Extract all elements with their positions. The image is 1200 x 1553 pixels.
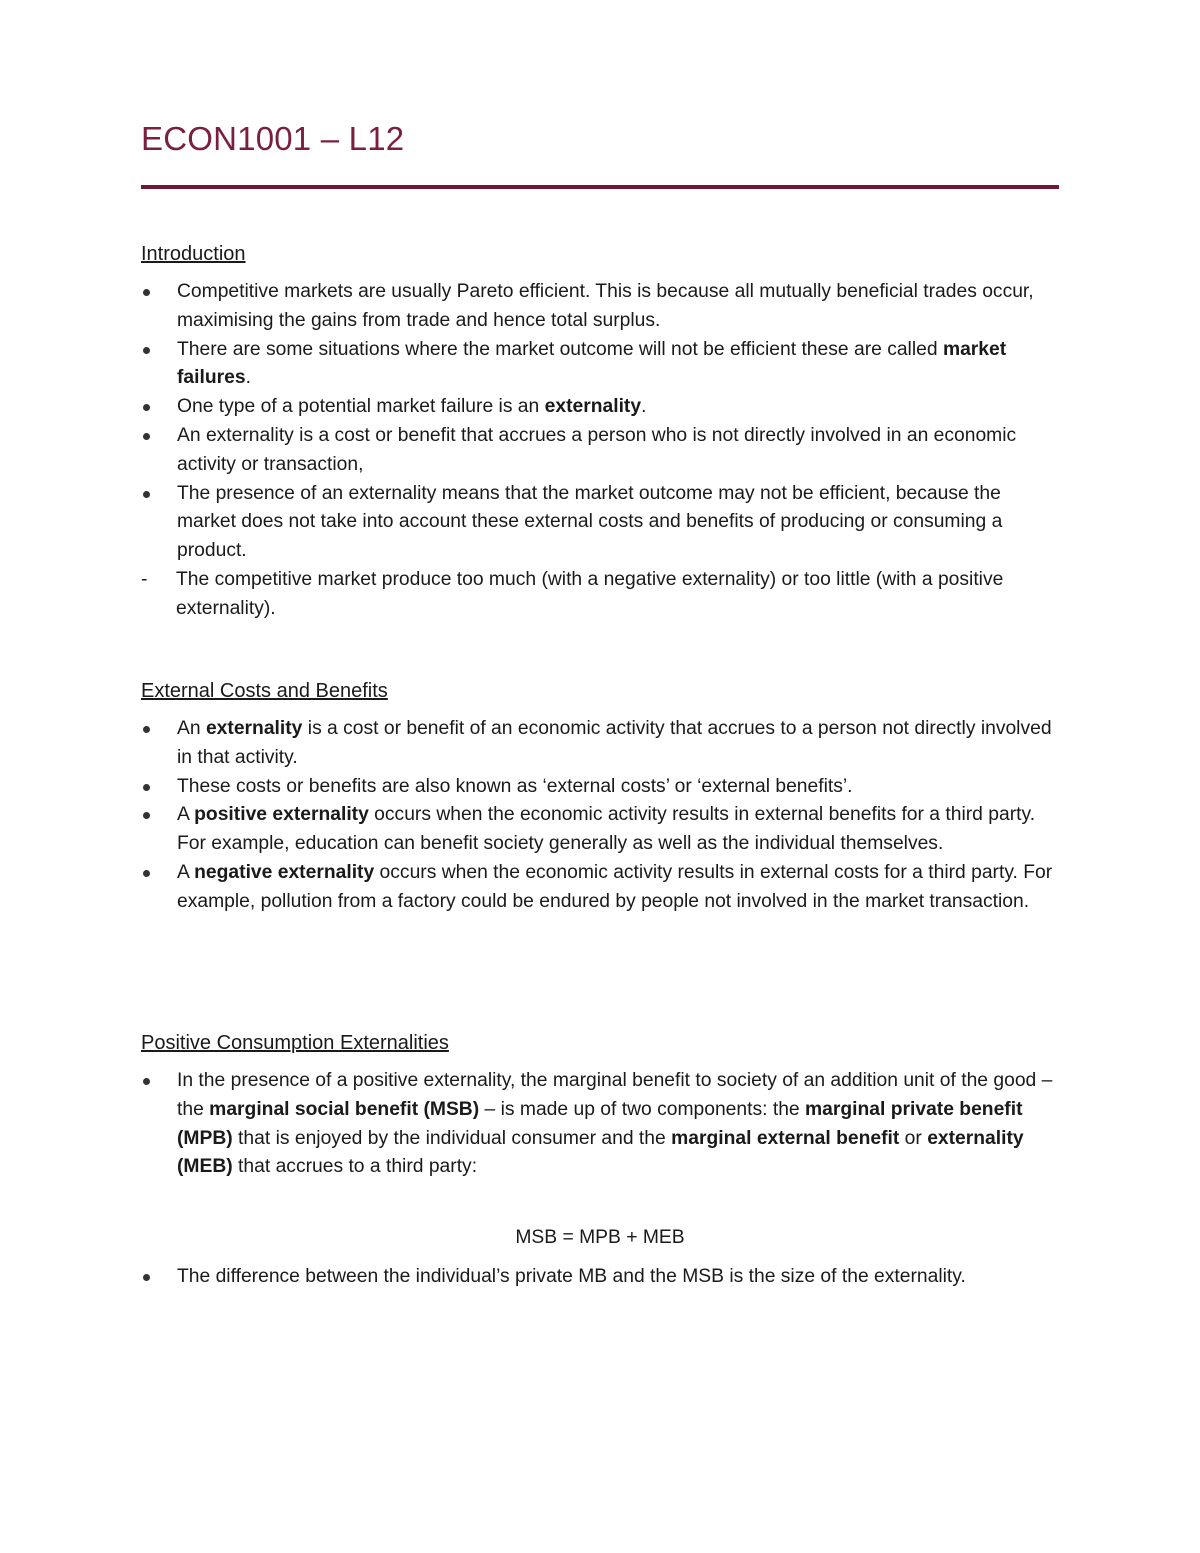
bullet-icon bbox=[143, 870, 150, 877]
list-item bbox=[141, 480, 1059, 566]
text-run: A bbox=[177, 804, 195, 826]
bullet-icon bbox=[143, 289, 150, 296]
text-run: that accrues to a third party: bbox=[232, 1156, 478, 1178]
bullet-icon bbox=[143, 347, 150, 354]
bullet-list-introduction bbox=[141, 278, 1059, 566]
section-introduction bbox=[141, 243, 1059, 624]
bullet-icon bbox=[143, 404, 150, 411]
bullet-icon bbox=[143, 812, 150, 819]
text-run: is a cost or benefit of an economic activity that accrues to a person not directly involved in that activity. bbox=[177, 718, 1052, 768]
sub-item-text: The competitive market produce too much (with a negative externality) or too little (with a positive externality). bbox=[176, 568, 1004, 619]
list-item bbox=[141, 393, 1059, 422]
text-run: . bbox=[641, 396, 647, 418]
bold-term: negative externality bbox=[194, 861, 375, 883]
text-run: There are some situations where the market outcome will not be efficient these are called bbox=[177, 338, 943, 360]
document-title: ECON1001 – L12 bbox=[141, 120, 405, 157]
bold-term: marginal external benefit bbox=[671, 1127, 900, 1149]
bullet-icon bbox=[143, 726, 150, 733]
section-positive-consumption bbox=[141, 1032, 1059, 1292]
list-item bbox=[141, 278, 1059, 336]
bullet-list-external-costs bbox=[141, 715, 1059, 917]
list-item bbox=[141, 1067, 1059, 1182]
text-run: Competitive markets are usually Pareto efficient. This is because all mutually beneficial trades occur, maximising the gains from trade and hence total surplus. bbox=[177, 281, 1034, 331]
text-run: . bbox=[245, 367, 251, 389]
list-item bbox=[141, 801, 1059, 859]
text-run: that is enjoyed by the individual consumer and the bbox=[232, 1127, 672, 1149]
text-run: A bbox=[177, 861, 195, 883]
text-run: or bbox=[899, 1127, 928, 1149]
bullet-icon bbox=[143, 491, 150, 498]
list-item bbox=[141, 715, 1059, 773]
text-run: The presence of an externality means that the market outcome may not be efficient, because the market does not take into account these external costs and benefits of producing or consuming a product. bbox=[177, 482, 1003, 562]
dash-marker: - bbox=[141, 568, 148, 590]
list-item bbox=[141, 422, 1059, 480]
section-external-costs bbox=[141, 680, 1059, 917]
text-run: occurs when the economic activity results in external costs for a third party. For example, pollution from a factory could be endured by people not involved in the market transaction. bbox=[177, 861, 1053, 912]
text-run: One type of a potential market failure is an bbox=[177, 396, 545, 418]
section-heading-external-costs: External Costs and Benefits bbox=[141, 680, 388, 702]
bold-term: marginal private benefit (MPB) bbox=[177, 1098, 1023, 1149]
bullet-icon bbox=[143, 1274, 150, 1281]
bold-term: marginal social benefit (MSB) bbox=[209, 1098, 480, 1120]
bullet-list-positive-consumption-after bbox=[141, 1263, 1059, 1292]
bold-term: externality (MEB) bbox=[177, 1127, 1024, 1178]
list-item bbox=[141, 773, 1059, 802]
text-run: An externality is a cost or benefit that accrues a person who is not directly involved in an economic activity or transaction, bbox=[177, 424, 1017, 475]
bullet-icon bbox=[143, 433, 150, 440]
list-item bbox=[141, 336, 1059, 394]
bullet-icon bbox=[143, 1078, 150, 1085]
msb-formula: MSB = MPB + MEB bbox=[515, 1227, 685, 1249]
text-run: – is made up of two components: the bbox=[479, 1098, 805, 1120]
title-divider bbox=[141, 185, 1059, 189]
bold-term: externality bbox=[544, 396, 642, 418]
sub-item bbox=[141, 566, 1059, 624]
text-run: In the presence of a positive externality, the marginal benefit to society of an addition unit of the good – the bbox=[177, 1070, 1053, 1120]
section-heading-positive-consumption: Positive Consumption Externalities bbox=[141, 1032, 449, 1054]
bold-term: market failures bbox=[177, 338, 1007, 389]
text-run: occurs when the economic activity results in external benefits for a third party. For example, education can benefit society generally as well as the individual themselves. bbox=[177, 804, 1036, 855]
bullet-icon bbox=[143, 784, 150, 791]
text-run: An bbox=[177, 718, 206, 739]
bold-term: externality bbox=[205, 718, 303, 739]
list-item bbox=[141, 1263, 1059, 1292]
section-heading-introduction: Introduction bbox=[141, 243, 246, 265]
text-run: The difference between the individual’s private MB and the MSB is the size of the externality. bbox=[177, 1265, 966, 1287]
bullet-list-positive-consumption bbox=[141, 1067, 1059, 1182]
bold-term: positive externality bbox=[194, 804, 369, 826]
list-item bbox=[141, 859, 1059, 917]
text-run: These costs or benefits are also known as ‘external costs’ or ‘external benefits’. bbox=[177, 775, 853, 797]
